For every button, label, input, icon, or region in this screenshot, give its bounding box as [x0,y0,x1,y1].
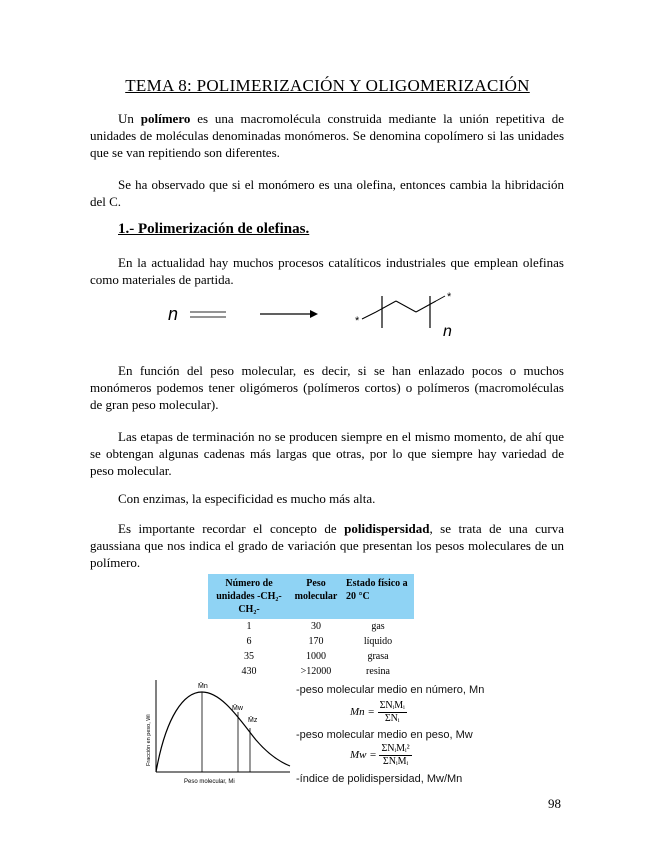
mn-lhs: Mn = [350,706,375,719]
molecular-weight-distribution-graph [144,676,294,788]
table-cell: 170 [308,636,324,647]
mn-label: -peso molecular medio en número, Mn [296,684,485,696]
mn-fraction [378,700,407,725]
bond-2 [396,301,416,312]
p4-text: En función del peso molecular, es decir, si se han enlazado pocos o muchos monómeros podemos tener oligómeros (polímeros cortos) o polímeros (macromoléculas de gran peso molecular). [90,363,564,412]
p7-before: Es importante recordar el concepto de [118,521,345,536]
p3-text: En la actualidad hay muchos procesos catalíticos industriales que emplean olefinas como materiales de partida. [90,255,564,287]
mw-fraction [379,743,411,768]
distribution-curve [156,692,290,772]
p7-after: , se trata de una curva gaussiana que nos indica el grado de variación que presentan los pesos moleculares de un polímero. [90,521,564,570]
p1-bold: polímero [140,111,191,126]
paragraph-olefina [90,176,564,210]
p7-bold: polidispersidad [344,521,430,536]
p6-text: Con enzimas, la especificidad es mucho más alta. [118,491,376,506]
mn-numerator: ΣNᵢMᵢ [379,700,405,711]
table-cell: >12000 [300,666,332,677]
table-cell: 1 [246,621,252,632]
table-cell: 430 [241,666,257,677]
table-cell: 35 [244,651,254,662]
star-left: * [355,315,360,327]
graph-x-label: Peso molecular, Mi [184,779,235,785]
paragraph-terminacion [90,428,564,479]
paragraph-polimero [90,110,564,161]
reaction-n-left: n [168,304,179,324]
p1-after: es una macromolécula construida mediante la unión repetitiva de unidades de moléculas denominadas monómeros. Se denomina copolímero si las unidades que se van repitiendo son diferentes. [90,111,565,160]
table-row [208,649,414,664]
bond-start [362,312,376,319]
table-row [208,634,414,649]
mw-numerator: ΣNᵢMᵢ² [381,743,410,754]
paragraph-polidispersidad [90,520,564,571]
pdi-label: -índice de polidispersidad, Mw/Mn [296,773,463,785]
graph-mark-mn: M̄n [198,683,208,690]
table-header-state: Estado físico a 20 °C [342,574,414,619]
mw-lhs: Mw = [350,749,377,762]
table-cell: grasa [367,651,389,662]
table-cell: 6 [246,636,252,647]
table-row [208,619,414,634]
graph-mark-mz: M̄z [248,717,258,724]
table-cell: resina [366,666,390,677]
mn-denominator: ΣNᵢ [384,713,400,724]
mn-formula [350,700,407,725]
table-header-units: Número de unidades -CH₂-CH₂- [208,574,290,619]
page-title: TEMA 8: POLIMERIZACIÓN Y OLIGOMERIZACIÓN [125,76,530,95]
paragraph-enzimas [90,490,564,507]
p5-text: Las etapas de terminación no se producen siempre en el mismo momento, de ahí que se obtengan algunas cadenas más largas que otras, por lo que siempre hay variedad de peso molecular. [90,429,564,478]
reaction-n-sub: n [443,323,452,340]
graph-y-label: Fracción en peso, Wi [146,714,152,766]
p1-before: Un [118,111,141,126]
polymerization-scheme [160,288,470,348]
bond-1 [376,301,396,312]
reaction-arrow-head [310,310,318,318]
table-cell: gas [371,621,385,632]
mw-label: -peso molecular medio en peso, Mw [296,729,473,741]
table-header-weight: Peso molecular [290,574,342,619]
bond-end [436,296,445,301]
paragraph-procesos [90,254,564,288]
page-number: 98 [548,796,561,811]
table-cell: líquido [363,636,393,647]
mw-formula [350,743,412,768]
bond-3 [416,301,436,312]
star-right: * [447,291,452,303]
graph-mark-mw: M̄w [232,705,243,712]
section-heading-olefinas: 1.- Polimerización de olefinas. [118,221,310,237]
p2-text: Se ha observado que si el monómero es una olefina, entonces cambia la hibridación del C. [90,177,564,209]
table-cell: 30 [311,621,321,632]
mw-denominator: ΣNᵢMᵢ [382,756,409,767]
properties-table [208,574,414,679]
table-cell: 1000 [306,651,326,662]
paragraph-peso-molecular [90,362,564,413]
